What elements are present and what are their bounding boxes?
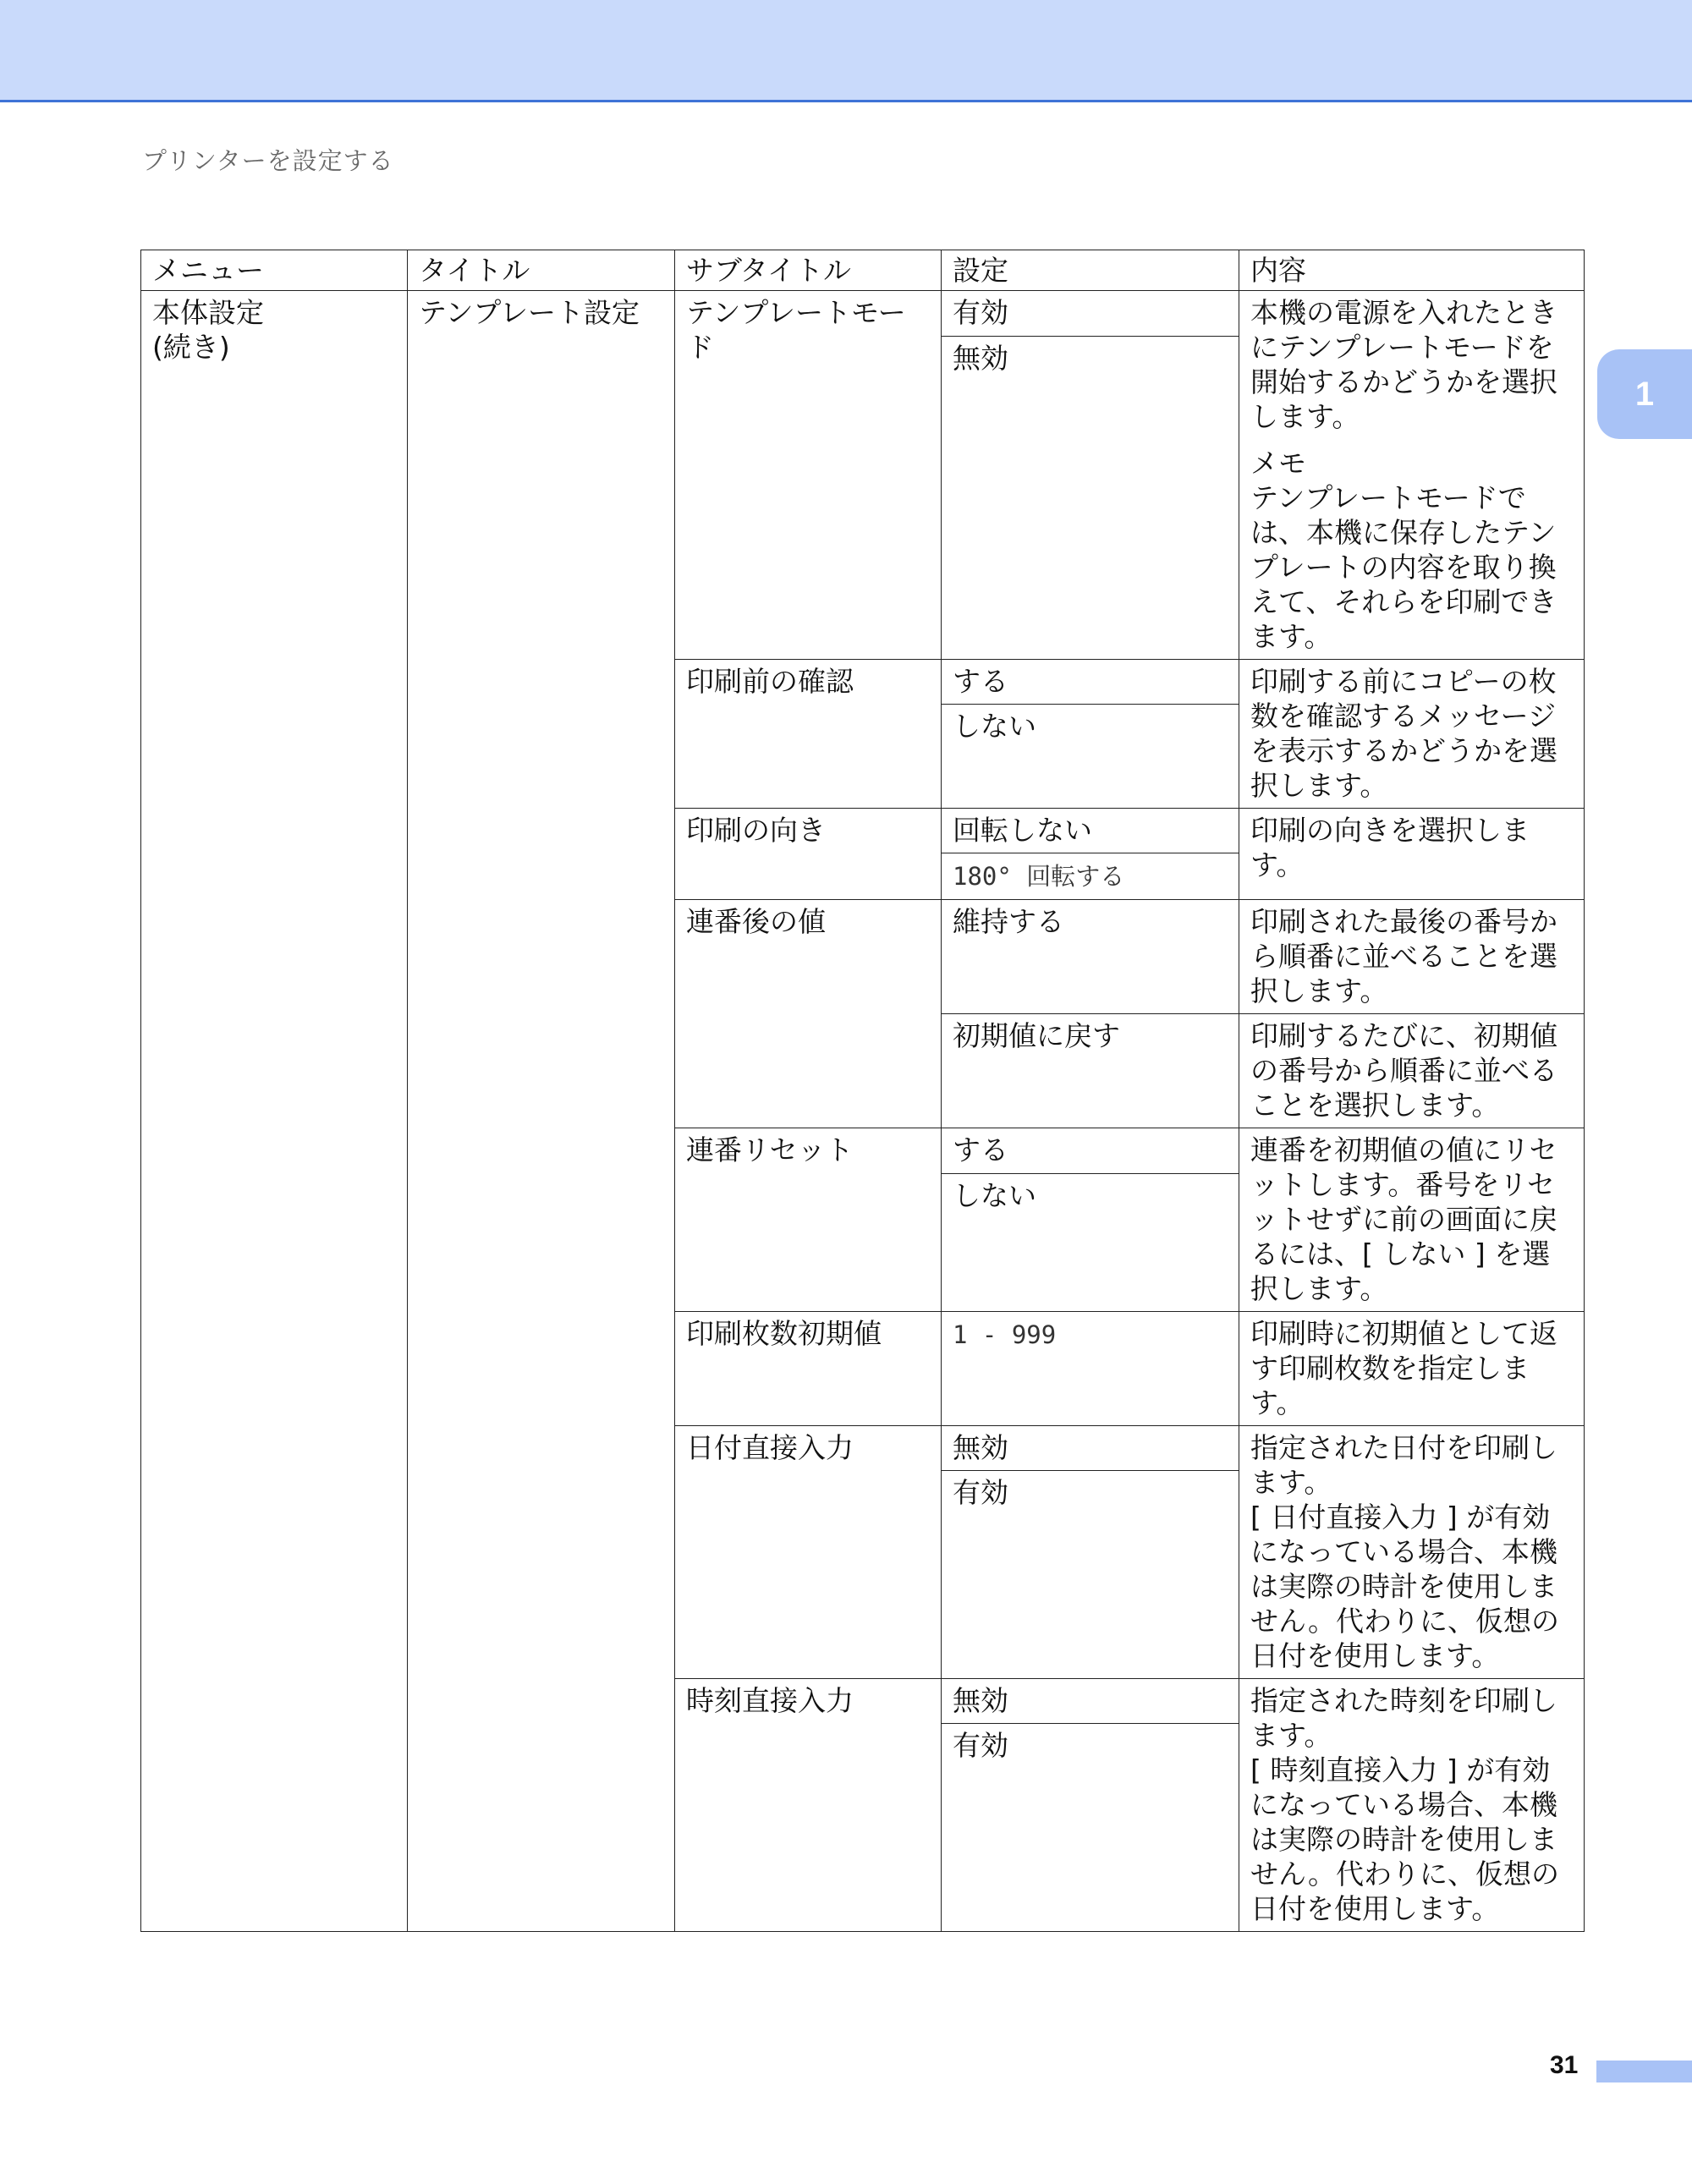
menu-cell [141,291,408,1932]
setting-cell: 無効 [942,1679,1239,1724]
subtitle-cell: 印刷の向き [675,809,942,900]
title-cell: テンプレート設定 [408,291,675,1932]
content-cell: 印刷するたびに、初期値の番号から順番に並べることを選択します。 [1239,1014,1585,1128]
menu-name: 本体設定 [152,296,264,329]
setting-cell: 有効 [942,1724,1239,1932]
setting-cell: しない [942,1173,1239,1311]
rotate-180-label: 180° 回転する [953,862,1125,891]
setting-cell: 無効 [942,336,1239,659]
subtitle-cell: テンプレートモード [675,291,942,660]
content-cell [1239,1679,1585,1932]
setting-cell [942,853,1239,900]
setting-cell [942,1312,1239,1426]
header-setting: 設定 [942,250,1239,291]
setting-cell: 初期値に戻す [942,1014,1239,1128]
top-header-band [0,0,1692,102]
page-number: 31 [1550,2051,1579,2079]
setting-cell: しない [942,705,1239,809]
settings-table [140,250,1585,1932]
menu-continued: (続き) [152,331,230,364]
content-cell: 印刷する前にコピーの枚数を確認するメッセージを表示するかどうかを選択します。 [1239,660,1585,809]
table-header-row [141,250,1585,291]
description-text: 指定された時刻を印刷します。 [1250,1684,1557,1752]
subtitle-cell: 日付直接入力 [675,1426,942,1679]
setting-cell: 有効 [942,1471,1239,1679]
setting-cell: 維持する [942,900,1239,1014]
page-number-bar [1596,2061,1692,2082]
header-menu: メニュー [141,250,408,291]
range-value: 1 - 999 [953,1320,1057,1349]
setting-cell: 有効 [942,291,1239,337]
header-content: 内容 [1239,250,1585,291]
setting-cell: 回転しない [942,809,1239,853]
note-text: テンプレートモードでは、本機に保存したテンプレートの内容を取り換えて、それらを印刷できます。 [1250,481,1557,653]
content-cell: 印刷の向きを選択します。 [1239,809,1585,900]
subtitle-cell: 連番リセット [675,1128,942,1312]
subtitle-cell: 印刷前の確認 [675,660,942,809]
header-subtitle: サブタイトル [675,250,942,291]
setting-cell: する [942,660,1239,705]
content-cell: 印刷時に初期値として返す印刷枚数を指定します。 [1239,1312,1585,1426]
setting-cell: 無効 [942,1426,1239,1471]
page-header-title: プリンターを設定する [142,146,394,175]
description-text: 指定された日付を印刷します。 [1250,1431,1557,1499]
setting-cell: する [942,1128,1239,1174]
header-title: タイトル [408,250,675,291]
content-cell: 印刷された最後の番号から順番に並べることを選択します。 [1239,900,1585,1014]
table-row [141,291,1585,337]
chapter-tab: 1 [1597,349,1692,439]
subtitle-cell: 連番後の値 [675,900,942,1128]
content-cell [1239,291,1585,660]
description-text: 本機の電源を入れたときにテンプレートモードを開始するかどうかを選択します。 [1250,296,1557,433]
content-cell [1239,1426,1585,1679]
note-title: メモ [1250,447,1306,480]
subtitle-cell: 印刷枚数初期値 [675,1312,942,1426]
description-detail: [ 時刻直接入力 ] が有効になっている場合、本機は実際の時計を使用しません。代わりに、仮想の日付を使用します。 [1250,1753,1559,1925]
content-cell: 連番を初期値の値にリセットします。番号をリセットせずに前の画面に戻るには、[ しない ] を選択します。 [1239,1128,1585,1312]
subtitle-cell: 時刻直接入力 [675,1679,942,1932]
description-detail: [ 日付直接入力 ] が有効になっている場合、本機は実際の時計を使用しません。代わりに、仮想の日付を使用します。 [1250,1501,1559,1672]
